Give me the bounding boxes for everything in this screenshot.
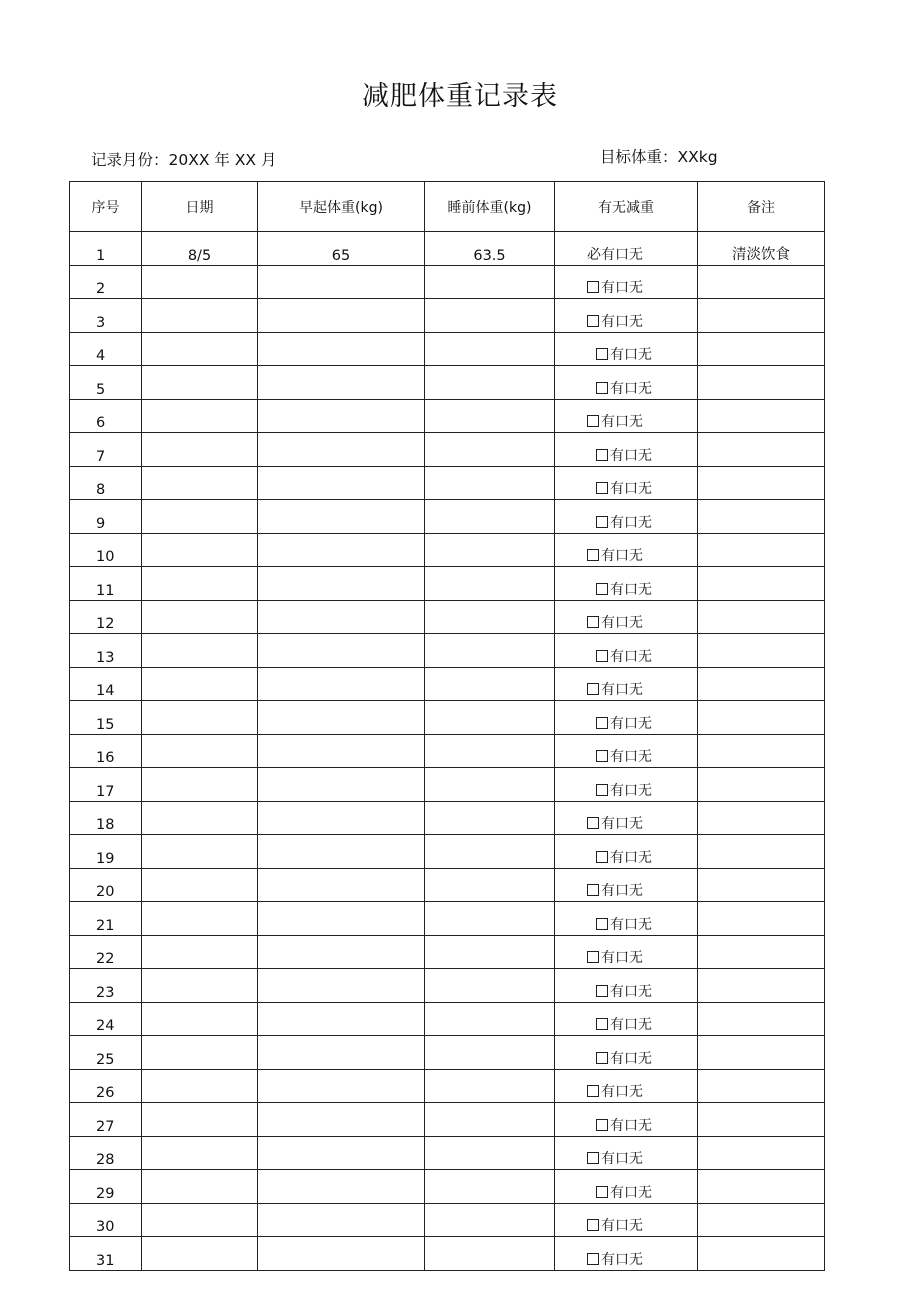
- weight-loss-options: 有口无: [610, 648, 652, 665]
- weight-loss-options: 有口无: [601, 414, 643, 430]
- checkbox-icon[interactable]: [587, 884, 599, 896]
- night-weight-cell[interactable]: [425, 1170, 555, 1204]
- morning-weight-cell[interactable]: [258, 1170, 425, 1204]
- night-weight-cell[interactable]: [425, 1002, 555, 1036]
- night-weight-cell[interactable]: [425, 399, 555, 433]
- morning-weight-cell[interactable]: [258, 1203, 425, 1237]
- note-cell[interactable]: [698, 701, 825, 735]
- checkbox-icon[interactable]: [587, 1085, 599, 1097]
- note-cell[interactable]: [698, 399, 825, 433]
- table-row: [70, 399, 825, 433]
- table-row: [70, 1002, 825, 1036]
- weight-loss-options: 有口无: [610, 1050, 652, 1067]
- morning-weight-cell[interactable]: 65: [258, 232, 425, 266]
- row-number: 5: [70, 366, 142, 400]
- note-cell[interactable]: [698, 634, 825, 668]
- night-weight-cell[interactable]: [425, 366, 555, 400]
- date-cell[interactable]: [142, 801, 258, 835]
- weight-loss-options: 有口无: [601, 883, 643, 899]
- row-number: 28: [70, 1136, 142, 1170]
- row-number: 14: [70, 667, 142, 701]
- table-row: [70, 1170, 825, 1204]
- morning-weight-cell[interactable]: [258, 1002, 425, 1036]
- date-cell[interactable]: [142, 366, 258, 400]
- morning-weight-cell[interactable]: [258, 299, 425, 333]
- date-cell[interactable]: [142, 1203, 258, 1237]
- weight-loss-cell: [555, 1237, 698, 1271]
- morning-weight-cell[interactable]: [258, 466, 425, 500]
- date-cell[interactable]: [142, 1103, 258, 1137]
- table-row: [70, 801, 825, 835]
- weight-loss-cell: [555, 1203, 698, 1237]
- table-header-row: [70, 182, 825, 232]
- note-cell[interactable]: [698, 433, 825, 467]
- checkbox-icon[interactable]: [596, 784, 608, 796]
- date-cell[interactable]: [142, 1002, 258, 1036]
- note-cell[interactable]: [698, 768, 825, 802]
- morning-weight-cell[interactable]: [258, 567, 425, 601]
- checkbox-icon[interactable]: [596, 583, 608, 595]
- checkbox-icon[interactable]: [596, 918, 608, 930]
- weight-loss-options: 有口无: [610, 983, 652, 1000]
- note-cell[interactable]: [698, 366, 825, 400]
- date-cell[interactable]: [142, 600, 258, 634]
- weight-loss-options: 必有口无: [587, 246, 643, 263]
- checkbox-icon[interactable]: [596, 516, 608, 528]
- weight-loss-options: 有口无: [601, 682, 643, 698]
- checkbox-icon[interactable]: [596, 985, 608, 997]
- note-cell[interactable]: [698, 734, 825, 768]
- night-weight-cell[interactable]: [425, 1136, 555, 1170]
- date-cell[interactable]: [142, 332, 258, 366]
- weight-loss-options: 有口无: [610, 514, 652, 531]
- note-cell[interactable]: [698, 1036, 825, 1070]
- checkbox-icon[interactable]: [587, 951, 599, 963]
- note-cell[interactable]: [698, 299, 825, 333]
- checkbox-icon[interactable]: [596, 750, 608, 762]
- row-number: 15: [70, 701, 142, 735]
- table-row: [70, 466, 825, 500]
- table-row: [70, 366, 825, 400]
- weight-loss-cell: [555, 868, 698, 902]
- weight-loss-cell: [555, 500, 698, 534]
- table-row: [70, 1069, 825, 1103]
- row-number: 29: [70, 1170, 142, 1204]
- note-cell[interactable]: [698, 969, 825, 1003]
- weight-loss-cell: [555, 567, 698, 601]
- checkbox-icon[interactable]: [587, 616, 599, 628]
- weight-loss-cell: [555, 600, 698, 634]
- weight-loss-cell: [555, 634, 698, 668]
- night-weight-cell[interactable]: [425, 835, 555, 869]
- row-number: 24: [70, 1002, 142, 1036]
- row-number: 3: [70, 299, 142, 333]
- row-number: 23: [70, 969, 142, 1003]
- note-cell[interactable]: [698, 1170, 825, 1204]
- table-row: [70, 768, 825, 802]
- weight-loss-options: 有口无: [610, 916, 652, 933]
- night-weight-cell[interactable]: [425, 600, 555, 634]
- night-weight-cell[interactable]: [425, 868, 555, 902]
- note-cell[interactable]: [698, 500, 825, 534]
- night-weight-cell[interactable]: [425, 1203, 555, 1237]
- date-cell[interactable]: [142, 265, 258, 299]
- date-cell[interactable]: [142, 835, 258, 869]
- weight-loss-cell: [555, 533, 698, 567]
- date-cell[interactable]: [142, 299, 258, 333]
- date-cell[interactable]: [142, 768, 258, 802]
- note-cell[interactable]: [698, 1069, 825, 1103]
- table-row: [70, 1103, 825, 1137]
- night-weight-cell[interactable]: [425, 1036, 555, 1070]
- morning-weight-cell[interactable]: [258, 734, 425, 768]
- note-cell[interactable]: [698, 667, 825, 701]
- header-night-weight: 睡前体重(kg): [425, 182, 555, 232]
- checkbox-icon[interactable]: [587, 315, 599, 327]
- table-row: [70, 232, 825, 266]
- night-weight-cell[interactable]: [425, 466, 555, 500]
- row-number: 17: [70, 768, 142, 802]
- note-cell[interactable]: [698, 1203, 825, 1237]
- morning-weight-cell[interactable]: [258, 533, 425, 567]
- row-number: 10: [70, 533, 142, 567]
- note-cell[interactable]: [698, 801, 825, 835]
- row-number: 12: [70, 600, 142, 634]
- row-number: 6: [70, 399, 142, 433]
- row-number: 2: [70, 265, 142, 299]
- morning-weight-cell[interactable]: [258, 399, 425, 433]
- night-weight-cell[interactable]: [425, 734, 555, 768]
- weight-loss-options: 有口无: [601, 1084, 643, 1100]
- morning-weight-cell[interactable]: [258, 634, 425, 668]
- row-number: 13: [70, 634, 142, 668]
- date-cell[interactable]: [142, 701, 258, 735]
- checkbox-icon[interactable]: [587, 549, 599, 561]
- table-row: [70, 1203, 825, 1237]
- table-row: [70, 634, 825, 668]
- weight-loss-cell: [555, 332, 698, 366]
- note-cell[interactable]: [698, 835, 825, 869]
- date-cell[interactable]: [142, 634, 258, 668]
- weight-loss-cell: [555, 232, 698, 266]
- weight-loss-options: 有口无: [610, 347, 652, 363]
- header-date: 日期: [142, 182, 258, 232]
- target-weight-label: 目标体重：XXkg: [600, 148, 718, 166]
- header-weight-loss: 有无减重: [555, 182, 698, 232]
- checkbox-icon[interactable]: [596, 650, 608, 662]
- header-no: 序号: [70, 182, 142, 232]
- night-weight-cell[interactable]: [425, 433, 555, 467]
- row-number: 21: [70, 902, 142, 936]
- row-number: 16: [70, 734, 142, 768]
- weight-loss-options: 有口无: [601, 615, 643, 631]
- row-number: 27: [70, 1103, 142, 1137]
- weight-loss-cell: [555, 902, 698, 936]
- table-row: [70, 935, 825, 969]
- weight-loss-cell: [555, 466, 698, 500]
- note-cell[interactable]: [698, 533, 825, 567]
- date-cell[interactable]: [142, 399, 258, 433]
- morning-weight-cell[interactable]: [258, 366, 425, 400]
- note-cell[interactable]: [698, 332, 825, 366]
- page-title: 减肥体重记录表: [362, 81, 558, 112]
- night-weight-cell[interactable]: [425, 935, 555, 969]
- weight-loss-options: 有口无: [601, 280, 643, 296]
- table-row: [70, 567, 825, 601]
- night-weight-cell[interactable]: [425, 1103, 555, 1137]
- note-cell[interactable]: [698, 868, 825, 902]
- table-row: [70, 299, 825, 333]
- row-number: 31: [70, 1237, 142, 1271]
- date-cell[interactable]: [142, 466, 258, 500]
- morning-weight-cell[interactable]: [258, 902, 425, 936]
- header-note: 备注: [698, 182, 825, 232]
- morning-weight-cell[interactable]: [258, 835, 425, 869]
- table-row: [70, 701, 825, 735]
- note-cell[interactable]: [698, 1002, 825, 1036]
- weight-loss-options: 有口无: [601, 816, 643, 832]
- checkbox-icon[interactable]: [587, 1219, 599, 1231]
- night-weight-cell[interactable]: [425, 701, 555, 735]
- table-row: [70, 969, 825, 1003]
- night-weight-cell[interactable]: [425, 667, 555, 701]
- morning-weight-cell[interactable]: [258, 801, 425, 835]
- weight-loss-cell: [555, 399, 698, 433]
- weight-loss-options: 有口无: [610, 481, 652, 497]
- night-weight-cell[interactable]: [425, 801, 555, 835]
- weight-loss-cell: [555, 734, 698, 768]
- night-weight-cell[interactable]: [425, 902, 555, 936]
- weight-log-table: [69, 181, 825, 1271]
- checkbox-icon[interactable]: [596, 348, 608, 360]
- morning-weight-cell[interactable]: [258, 1036, 425, 1070]
- weight-loss-options: 有口无: [610, 380, 652, 397]
- morning-weight-cell[interactable]: [258, 332, 425, 366]
- checkbox-icon[interactable]: [596, 1018, 608, 1030]
- table-row: [70, 667, 825, 701]
- weight-loss-cell: [555, 768, 698, 802]
- morning-weight-cell[interactable]: [258, 667, 425, 701]
- row-number: 18: [70, 801, 142, 835]
- date-cell[interactable]: [142, 1136, 258, 1170]
- weight-loss-cell: [555, 969, 698, 1003]
- table-row: [70, 533, 825, 567]
- weight-loss-cell: [555, 265, 698, 299]
- night-weight-cell[interactable]: [425, 1237, 555, 1271]
- row-number: 22: [70, 935, 142, 969]
- header-morning-weight: 早起体重(kg): [258, 182, 425, 232]
- weight-loss-cell: [555, 701, 698, 735]
- weight-loss-options: 有口无: [610, 749, 652, 765]
- table-row: [70, 1136, 825, 1170]
- table-row: [70, 902, 825, 936]
- night-weight-cell[interactable]: 63.5: [425, 232, 555, 266]
- morning-weight-cell[interactable]: [258, 969, 425, 1003]
- night-weight-cell[interactable]: [425, 768, 555, 802]
- checkbox-icon[interactable]: [596, 1186, 608, 1198]
- date-cell[interactable]: [142, 1237, 258, 1271]
- morning-weight-cell[interactable]: [258, 265, 425, 299]
- weight-loss-cell: [555, 935, 698, 969]
- morning-weight-cell[interactable]: [258, 433, 425, 467]
- night-weight-cell[interactable]: [425, 500, 555, 534]
- date-cell[interactable]: [142, 500, 258, 534]
- weight-loss-cell: [555, 433, 698, 467]
- note-cell[interactable]: [698, 265, 825, 299]
- date-cell[interactable]: [142, 969, 258, 1003]
- morning-weight-cell[interactable]: [258, 1136, 425, 1170]
- date-cell[interactable]: [142, 734, 258, 768]
- weight-loss-cell: [555, 801, 698, 835]
- weight-loss-cell: [555, 1136, 698, 1170]
- row-number: 26: [70, 1069, 142, 1103]
- row-number: 25: [70, 1036, 142, 1070]
- row-number: 8: [70, 466, 142, 500]
- night-weight-cell[interactable]: [425, 265, 555, 299]
- weight-loss-cell: [555, 835, 698, 869]
- row-number: 7: [70, 433, 142, 467]
- weight-loss-cell: [555, 667, 698, 701]
- date-cell[interactable]: [142, 902, 258, 936]
- night-weight-cell[interactable]: [425, 567, 555, 601]
- table-row: [70, 835, 825, 869]
- table-row: [70, 265, 825, 299]
- weight-loss-cell: [555, 1103, 698, 1137]
- weight-loss-cell: [555, 366, 698, 400]
- date-cell[interactable]: [142, 667, 258, 701]
- weight-loss-options: 有口无: [610, 581, 652, 598]
- note-cell[interactable]: [698, 466, 825, 500]
- morning-weight-cell[interactable]: [258, 701, 425, 735]
- weight-loss-cell: [555, 1036, 698, 1070]
- date-cell[interactable]: [142, 1036, 258, 1070]
- checkbox-icon[interactable]: [587, 817, 599, 829]
- table-row: [70, 600, 825, 634]
- table-row: [70, 332, 825, 366]
- checkbox-icon[interactable]: [596, 851, 608, 863]
- table-row: [70, 734, 825, 768]
- checkbox-icon[interactable]: [596, 1119, 608, 1131]
- weight-loss-options: 有口无: [601, 313, 643, 330]
- date-cell[interactable]: [142, 1170, 258, 1204]
- morning-weight-cell[interactable]: [258, 500, 425, 534]
- morning-weight-cell[interactable]: [258, 1103, 425, 1137]
- checkbox-icon[interactable]: [596, 1052, 608, 1064]
- morning-weight-cell[interactable]: [258, 868, 425, 902]
- row-number: 4: [70, 332, 142, 366]
- table-row: [70, 500, 825, 534]
- weight-loss-options: 有口无: [601, 1218, 643, 1234]
- row-number: 30: [70, 1203, 142, 1237]
- weight-loss-cell: [555, 1069, 698, 1103]
- morning-weight-cell[interactable]: [258, 1237, 425, 1271]
- morning-weight-cell[interactable]: [258, 1069, 425, 1103]
- date-cell[interactable]: [142, 433, 258, 467]
- morning-weight-cell[interactable]: [258, 935, 425, 969]
- weight-loss-options: 有口无: [610, 447, 652, 464]
- note-cell[interactable]: [698, 1136, 825, 1170]
- date-cell[interactable]: [142, 533, 258, 567]
- weight-loss-options: 有口无: [601, 548, 643, 564]
- checkbox-icon[interactable]: [587, 1253, 599, 1265]
- morning-weight-cell[interactable]: [258, 768, 425, 802]
- checkbox-icon[interactable]: [596, 482, 608, 494]
- weight-loss-options: 有口无: [610, 849, 652, 866]
- weight-loss-options: 有口无: [610, 1184, 652, 1201]
- note-cell[interactable]: [698, 567, 825, 601]
- weight-loss-options: 有口无: [610, 715, 652, 732]
- weight-loss-options: 有口无: [610, 782, 652, 799]
- checkbox-icon[interactable]: [596, 382, 608, 394]
- checkbox-icon[interactable]: [596, 717, 608, 729]
- note-cell[interactable]: [698, 1103, 825, 1137]
- night-weight-cell[interactable]: [425, 1069, 555, 1103]
- night-weight-cell[interactable]: [425, 533, 555, 567]
- note-cell[interactable]: [698, 1237, 825, 1271]
- date-cell[interactable]: [142, 868, 258, 902]
- table-row: [70, 868, 825, 902]
- checkbox-icon[interactable]: [587, 281, 599, 293]
- date-cell[interactable]: [142, 1069, 258, 1103]
- note-cell[interactable]: [698, 935, 825, 969]
- night-weight-cell[interactable]: [425, 634, 555, 668]
- record-month-label: 记录月份：20XX 年 XX 月: [91, 151, 277, 169]
- date-cell[interactable]: 8/5: [142, 232, 258, 266]
- night-weight-cell[interactable]: [425, 969, 555, 1003]
- row-number: 11: [70, 567, 142, 601]
- weight-loss-options: 有口无: [601, 950, 643, 966]
- checkbox-icon[interactable]: [587, 415, 599, 427]
- row-number: 19: [70, 835, 142, 869]
- weight-loss-options: 有口无: [601, 1151, 643, 1167]
- row-number: 9: [70, 500, 142, 534]
- table-row: [70, 1237, 825, 1271]
- checkbox-icon[interactable]: [587, 683, 599, 695]
- night-weight-cell[interactable]: [425, 299, 555, 333]
- weight-loss-options: 有口无: [610, 1017, 652, 1033]
- weight-loss-cell: [555, 1170, 698, 1204]
- date-cell[interactable]: [142, 935, 258, 969]
- weight-loss-options: 有口无: [610, 1117, 652, 1134]
- night-weight-cell[interactable]: [425, 332, 555, 366]
- checkbox-icon[interactable]: [587, 1152, 599, 1164]
- weight-loss-options: 有口无: [601, 1251, 643, 1268]
- weight-loss-cell: [555, 299, 698, 333]
- weight-loss-cell: [555, 1002, 698, 1036]
- checkbox-icon[interactable]: [596, 449, 608, 461]
- note-cell[interactable]: [698, 600, 825, 634]
- row-number: 1: [70, 232, 142, 266]
- morning-weight-cell[interactable]: [258, 600, 425, 634]
- row-number: 20: [70, 868, 142, 902]
- note-cell[interactable]: [698, 902, 825, 936]
- table-row: [70, 1036, 825, 1070]
- note-cell[interactable]: 清淡饮食: [698, 232, 825, 266]
- table-row: [70, 433, 825, 467]
- date-cell[interactable]: [142, 567, 258, 601]
